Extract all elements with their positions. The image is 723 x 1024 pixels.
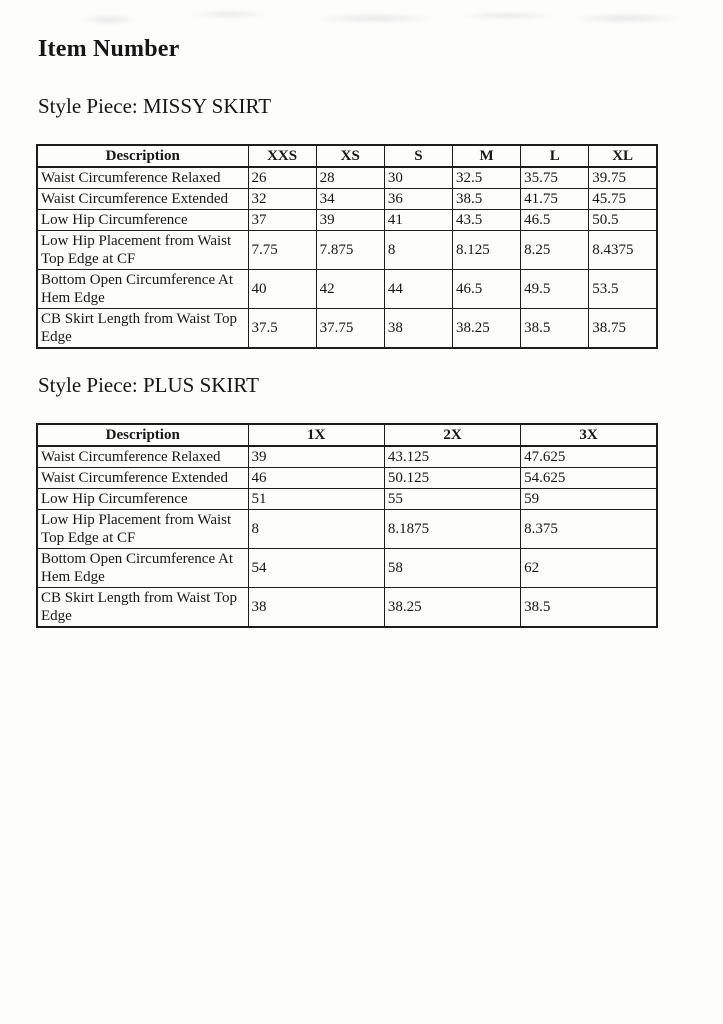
measurement-value: 51 <box>248 489 384 510</box>
measurement-value: 38 <box>384 309 452 349</box>
row-label: Low Hip Circumference <box>37 210 248 231</box>
measurement-value: 59 <box>521 489 657 510</box>
measurement-value: 38.25 <box>452 309 520 349</box>
table-row <box>37 231 657 270</box>
measurement-value: 43.125 <box>384 446 520 468</box>
row-label: Low Hip Placement from Waist Top Edge at CF <box>37 231 248 270</box>
measurement-value: 37.5 <box>248 309 316 349</box>
col-header-description: Description <box>37 145 248 167</box>
col-header-size-1x: 1X <box>248 424 384 446</box>
page-title: Item Number <box>38 36 180 62</box>
measurement-value: 32 <box>248 189 316 210</box>
measurement-value: 35.75 <box>521 167 589 189</box>
measurement-value: 37 <box>248 210 316 231</box>
row-label: Low Hip Circumference <box>37 489 248 510</box>
row-label: Waist Circumference Extended <box>37 468 248 489</box>
measurement-value: 8.125 <box>452 231 520 270</box>
col-header-size-xl: XL <box>589 145 657 167</box>
measurement-value: 46.5 <box>452 270 520 309</box>
table-row <box>37 549 657 588</box>
table-row <box>37 167 657 189</box>
measurement-value: 39.75 <box>589 167 657 189</box>
style-piece-heading-missy: Style Piece: MISSY SKIRT <box>38 94 272 118</box>
measurement-value: 41 <box>384 210 452 231</box>
measurement-value: 32.5 <box>452 167 520 189</box>
measurement-value: 38.5 <box>521 588 657 628</box>
measurement-value: 45.75 <box>589 189 657 210</box>
plus-skirt-measurement-table <box>36 423 658 628</box>
plus-skirt-section <box>38 373 686 628</box>
measurement-value: 38 <box>248 588 384 628</box>
measurement-value: 8.25 <box>521 231 589 270</box>
measurement-value: 38.5 <box>452 189 520 210</box>
table-row <box>37 468 657 489</box>
measurement-value: 7.875 <box>316 231 384 270</box>
col-header-size-3x: 3X <box>521 424 657 446</box>
table-row <box>37 588 657 628</box>
row-label: Low Hip Placement from Waist Top Edge at CF <box>37 510 248 549</box>
measurement-value: 53.5 <box>589 270 657 309</box>
col-header-size-l: L <box>521 145 589 167</box>
measurement-value: 46.5 <box>521 210 589 231</box>
measurement-value: 54 <box>248 549 384 588</box>
col-header-size-m: M <box>452 145 520 167</box>
table-row <box>37 189 657 210</box>
row-label: CB Skirt Length from Waist Top Edge <box>37 309 248 349</box>
table-row <box>37 489 657 510</box>
measurement-value: 44 <box>384 270 452 309</box>
table-row <box>37 510 657 549</box>
measurement-value: 38.25 <box>384 588 520 628</box>
table-row <box>37 210 657 231</box>
row-label: Bottom Open Circumference At Hem Edge <box>37 549 248 588</box>
measurement-value: 8.1875 <box>384 510 520 549</box>
measurement-value: 8 <box>384 231 452 270</box>
measurement-value: 30 <box>384 167 452 189</box>
measurement-value: 36 <box>384 189 452 210</box>
col-header-size-2x: 2X <box>384 424 520 446</box>
measurement-value: 55 <box>384 489 520 510</box>
col-header-size-xxs: XXS <box>248 145 316 167</box>
document-content <box>38 0 686 628</box>
col-header-description: Description <box>37 424 248 446</box>
table-row <box>37 270 657 309</box>
measurement-value: 34 <box>316 189 384 210</box>
measurement-value: 49.5 <box>521 270 589 309</box>
row-label: CB Skirt Length from Waist Top Edge <box>37 588 248 628</box>
header-row <box>37 424 657 446</box>
style-piece-heading-plus: Style Piece: PLUS SKIRT <box>38 373 259 397</box>
col-header-size-xs: XS <box>316 145 384 167</box>
measurement-value: 41.75 <box>521 189 589 210</box>
missy-skirt-measurement-table <box>36 144 658 349</box>
row-label: Waist Circumference Relaxed <box>37 446 248 468</box>
measurement-value: 50.5 <box>589 210 657 231</box>
measurement-value: 46 <box>248 468 384 489</box>
missy-skirt-section <box>38 94 686 349</box>
measurement-value: 54.625 <box>521 468 657 489</box>
table-row <box>37 446 657 468</box>
measurement-value: 8.375 <box>521 510 657 549</box>
measurement-value: 38.5 <box>521 309 589 349</box>
measurement-value: 50.125 <box>384 468 520 489</box>
measurement-value: 62 <box>521 549 657 588</box>
measurement-value: 39 <box>248 446 384 468</box>
row-label: Waist Circumference Relaxed <box>37 167 248 189</box>
measurement-value: 38.75 <box>589 309 657 349</box>
measurement-value: 39 <box>316 210 384 231</box>
measurement-value: 47.625 <box>521 446 657 468</box>
measurement-value: 58 <box>384 549 520 588</box>
table-row <box>37 309 657 349</box>
measurement-value: 28 <box>316 167 384 189</box>
measurement-value: 26 <box>248 167 316 189</box>
row-label: Waist Circumference Extended <box>37 189 248 210</box>
measurement-value: 8 <box>248 510 384 549</box>
col-header-size-s: S <box>384 145 452 167</box>
header-row <box>37 145 657 167</box>
measurement-value: 43.5 <box>452 210 520 231</box>
row-label: Bottom Open Circumference At Hem Edge <box>37 270 248 309</box>
measurement-value: 40 <box>248 270 316 309</box>
measurement-value: 37.75 <box>316 309 384 349</box>
measurement-value: 7.75 <box>248 231 316 270</box>
measurement-value: 42 <box>316 270 384 309</box>
measurement-value: 8.4375 <box>589 231 657 270</box>
